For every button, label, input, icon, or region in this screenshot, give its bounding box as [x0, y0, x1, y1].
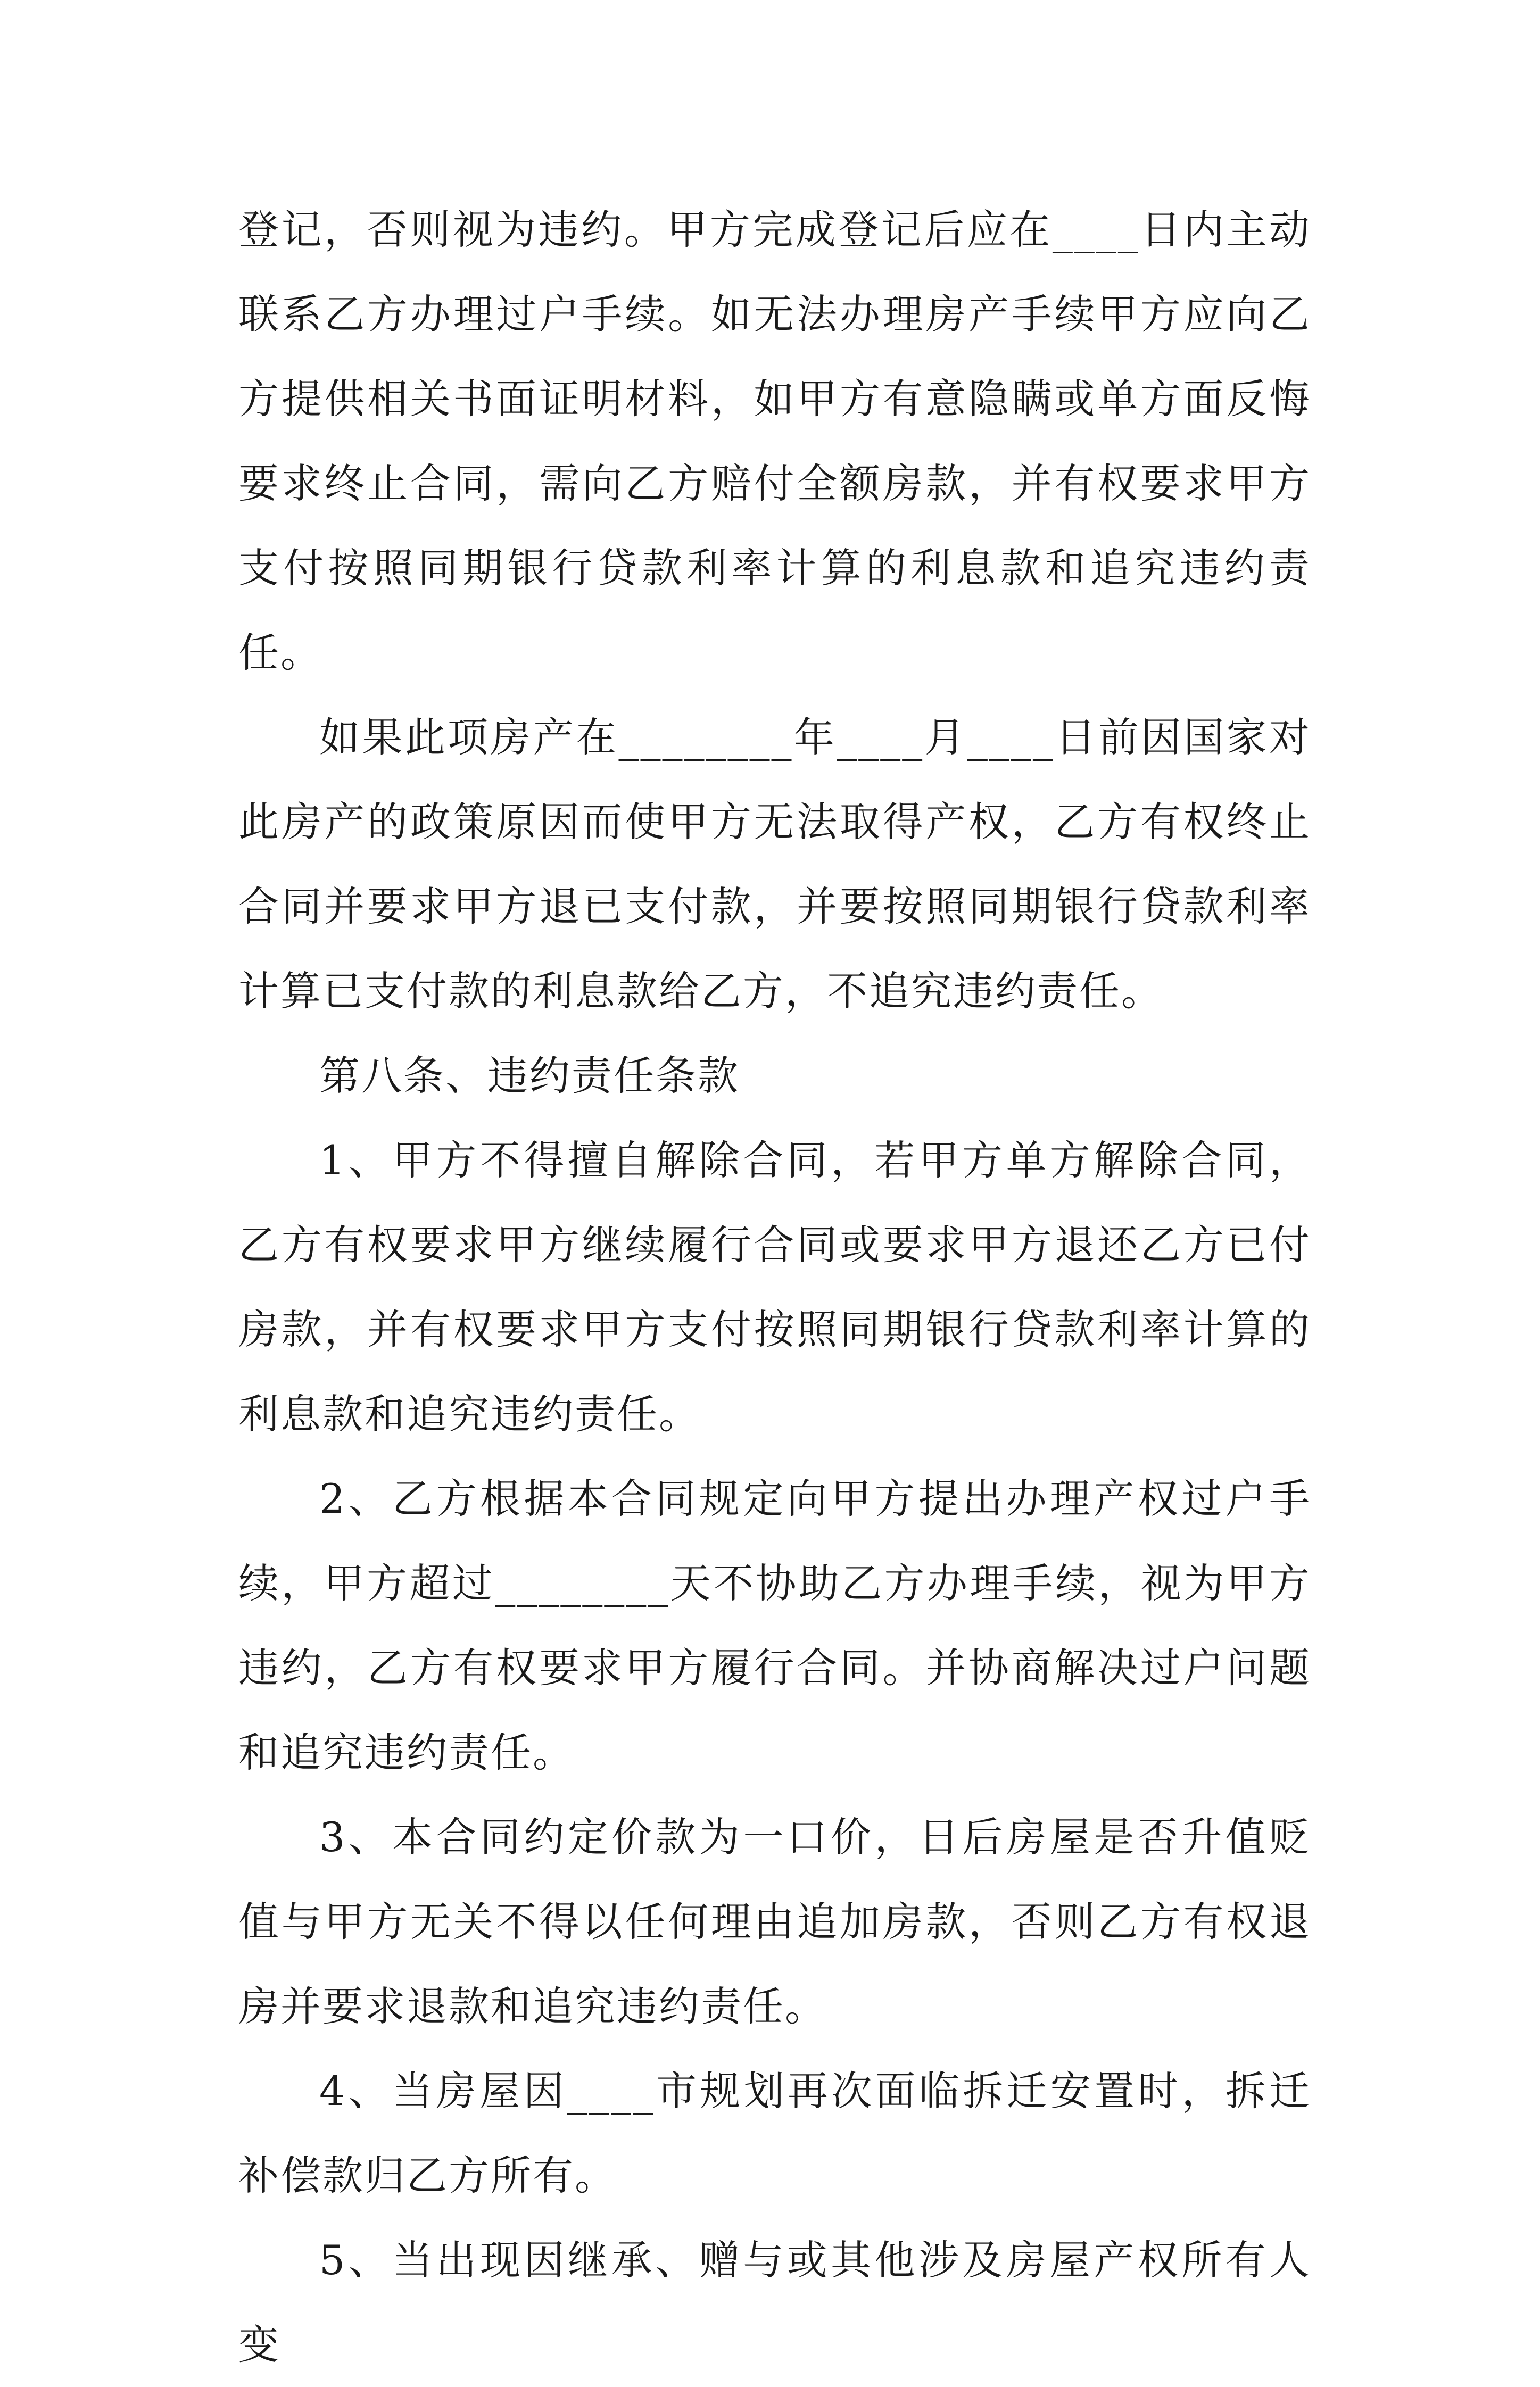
paragraph-policy-clause: 如果此项房产在________年____月____日前因国家对此房产的政策原因而使甲方无法取得产权，乙方有权终止合同并要求甲方退已支付款，并要按照同期银行贷款利率计算已支付款的利息款给乙方，不追究违约责任。	[238, 714, 1311, 1015]
clause-item-2: 2、乙方根据本合同规定向甲方提出办理产权过户手续，甲方超过________天不协助乙方办理手续，视为甲方违约，乙方有权要求甲方履行合同。并协商解决过户问题和追究违约责任。	[238, 1475, 1311, 1776]
section-heading-article-8: 第八条、违约责任条款	[319, 1052, 740, 1099]
paragraph-registration-clause: 登记，否则视为违约。甲方完成登记后应在____日内主动联系乙方办理过户手续。如无法办理房产手续甲方应向乙方提供相关书面证明材料，如甲方有意隐瞒或单方面反悔要求终止合同，需向乙方赔付全额房款，并有权要求甲方支付按照同期银行贷款利率计算的利息款和追究违约责任。	[238, 206, 1311, 676]
clause-item-5: 5、当出现因继承、赠与或其他涉及房屋产权所有人变	[238, 2236, 1311, 2368]
clause-item-1: 1、甲方不得擅自解除合同，若甲方单方解除合同，乙方有权要求甲方继续履行合同或要求甲方退还乙方已付房款，并有权要求甲方支付按照同期银行贷款利率计算的利息款和追究违约责任。	[238, 1137, 1311, 1438]
clause-item-3: 3、本合同约定价款为一口价，日后房屋是否升值贬值与甲方无关不得以任何理由追加房款，否则乙方有权退房并要求退款和追究违约责任。	[238, 1813, 1311, 2030]
document-body	[238, 187, 1311, 2387]
clause-item-4: 4、当房屋因____市规划再次面临拆迁安置时，拆迁补偿款归乙方所有。	[238, 2067, 1311, 2199]
